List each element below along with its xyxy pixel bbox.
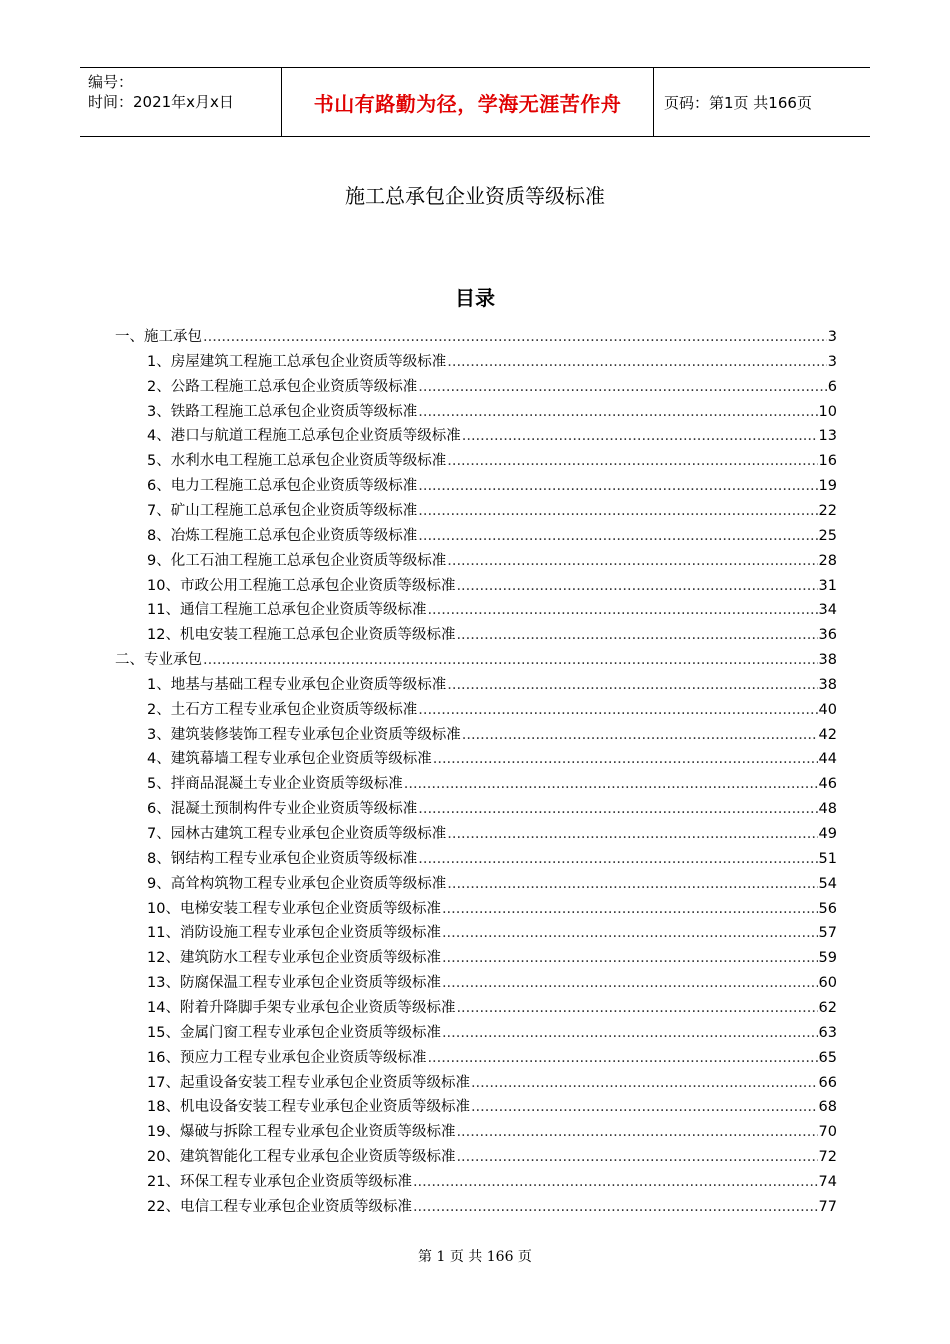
toc-entry-page: 19 (818, 478, 837, 495)
toc-leader-dots (442, 901, 818, 917)
toc-entry-page: 56 (818, 900, 837, 917)
toc-leader-dots (471, 1075, 818, 1091)
toc-entry-page: 13 (818, 428, 837, 445)
toc-entry-text: 19、爆破与拆除工程专业承包企业资质等级标准 (147, 1124, 456, 1141)
toc-entry-page: 70 (818, 1124, 837, 1141)
toc-entry-page: 51 (818, 850, 837, 867)
toc-entry-text: 1、地基与基础工程专业承包企业资质等级标准 (147, 676, 447, 693)
toc-entry-text: 12、机电安装工程施工总承包企业资质等级标准 (147, 627, 456, 644)
toc-entry-text: 22、电信工程专业承包企业资质等级标准 (147, 1198, 412, 1215)
toc-entry-page: 57 (818, 925, 837, 942)
toc-leader-dots (462, 727, 818, 743)
toc-section-entry[interactable] (115, 325, 837, 349)
toc-entry-text: 8、冶炼工程施工总承包企业资质等级标准 (147, 527, 418, 544)
toc-leader-dots (442, 950, 818, 966)
toc-entry-page: 74 (818, 1173, 837, 1190)
toc-leader-dots (442, 1025, 818, 1041)
toc-entry[interactable] (147, 449, 837, 473)
toc-entry[interactable] (147, 623, 837, 647)
toc-entry[interactable] (147, 598, 837, 622)
toc-entry[interactable] (147, 971, 837, 995)
toc-entry-text: 10、电梯安装工程专业承包企业资质等级标准 (147, 900, 441, 917)
toc-entry-page: 62 (818, 999, 837, 1016)
toc-leader-dots (418, 379, 827, 395)
toc-entry-text: 11、消防设施工程专业承包企业资质等级标准 (147, 925, 441, 942)
document-title: 施工总承包企业资质等级标准 (345, 184, 605, 208)
toc-entry-text: 2、公路工程施工总承包企业资质等级标准 (147, 378, 418, 395)
toc-entry-page: 40 (818, 701, 837, 718)
toc-entry-text: 9、化工石油工程施工总承包企业资质等级标准 (147, 552, 447, 569)
toc-entry[interactable] (147, 698, 837, 722)
toc-entry[interactable] (147, 747, 837, 771)
toc-entry[interactable] (147, 921, 837, 945)
toc-entry-page: 34 (818, 602, 837, 619)
toc-leader-dots (447, 826, 817, 842)
toc-entry[interactable] (147, 400, 837, 424)
toc-entry-text: 2、土石方工程专业承包企业资质等级标准 (147, 701, 418, 718)
toc-section-entry[interactable] (115, 648, 837, 672)
toc-entry-page: 3 (827, 353, 837, 370)
toc-entry-text: 9、高耸构筑物工程专业承包企业资质等级标准 (147, 875, 447, 892)
toc-entry[interactable] (147, 772, 837, 796)
toc-entry-page: 36 (818, 627, 837, 644)
toc-leader-dots (203, 652, 818, 668)
toc-entry-text: 3、建筑装修装饰工程专业承包企业资质等级标准 (147, 726, 461, 743)
toc-entry-text: 5、水利水电工程施工总承包企业资质等级标准 (147, 453, 447, 470)
toc-entry-text: 11、通信工程施工总承包企业资质等级标准 (147, 602, 427, 619)
toc-leader-dots (433, 751, 818, 767)
toc-leader-dots (447, 553, 817, 569)
toc-entry-page: 77 (818, 1198, 837, 1215)
toc-title: 目录 (455, 286, 495, 310)
toc-leader-dots (413, 1199, 818, 1215)
toc-leader-dots (404, 776, 818, 792)
toc-leader-dots (456, 578, 817, 594)
toc-entry-text: 21、环保工程专业承包企业资质等级标准 (147, 1173, 412, 1190)
toc-entry-page: 22 (818, 502, 837, 519)
toc-entry[interactable] (147, 1071, 837, 1095)
toc-leader-dots (471, 1099, 818, 1115)
header-meta (80, 68, 282, 136)
toc-leader-dots (447, 876, 817, 892)
toc-entry-text: 1、房屋建筑工程施工总承包企业资质等级标准 (147, 353, 447, 370)
toc-entry[interactable] (147, 1095, 837, 1119)
toc-entry-page: 38 (818, 676, 837, 693)
toc-entry-page: 31 (818, 577, 837, 594)
toc-entry-page: 68 (818, 1099, 837, 1116)
toc-entry-text: 13、防腐保温工程专业承包企业资质等级标准 (147, 975, 441, 992)
toc-entry[interactable] (147, 1021, 837, 1045)
toc-entry[interactable] (147, 474, 837, 498)
toc-entry-page: 60 (818, 975, 837, 992)
toc-entry[interactable] (147, 1120, 837, 1144)
page-header (80, 67, 870, 137)
toc-entry[interactable] (147, 673, 837, 697)
toc-entry-page: 10 (818, 403, 837, 420)
toc-entry-page: 72 (818, 1149, 837, 1166)
toc-leader-dots (418, 528, 817, 544)
toc-leader-dots (442, 975, 818, 991)
toc-entry-page: 38 (818, 652, 837, 669)
toc-entry-page: 66 (818, 1074, 837, 1091)
toc-entry[interactable] (147, 723, 837, 747)
toc-leader-dots (462, 428, 818, 444)
number-label: 编号： (88, 73, 134, 91)
toc-entry[interactable] (147, 499, 837, 523)
toc-entry-text: 二、专业承包 (115, 652, 202, 669)
toc-entry[interactable] (147, 574, 837, 598)
toc-entry[interactable] (147, 1145, 837, 1169)
toc-entry-text: 14、附着升降脚手架专业承包企业资质等级标准 (147, 999, 456, 1016)
toc-leader-dots (418, 503, 817, 519)
toc-entry[interactable] (147, 524, 837, 548)
toc-entry-text: 20、建筑智能化工程专业承包企业资质等级标准 (147, 1149, 456, 1166)
toc-entry-page: 25 (818, 527, 837, 544)
toc-entry[interactable] (147, 350, 837, 374)
toc-entry[interactable] (147, 797, 837, 821)
toc-entry-page: 6 (827, 378, 837, 395)
toc-entry-text: 12、建筑防水工程专业承包企业资质等级标准 (147, 950, 441, 967)
toc-leader-dots (447, 677, 817, 693)
toc-leader-dots (456, 1124, 817, 1140)
toc-leader-dots (447, 354, 827, 370)
toc-leader-dots (203, 329, 827, 345)
toc-entry-text: 16、预应力工程专业承包企业资质等级标准 (147, 1049, 427, 1066)
toc-entry[interactable] (147, 847, 837, 871)
toc-entry-page: 54 (818, 875, 837, 892)
toc-entry[interactable] (147, 1195, 837, 1219)
toc-entry-page: 46 (818, 776, 837, 793)
toc-entry[interactable] (147, 1046, 837, 1070)
page-footer: 第 1 页 共 166 页 (418, 1249, 532, 1265)
toc-entry-text: 8、钢结构工程专业承包企业资质等级标准 (147, 850, 418, 867)
toc-leader-dots (418, 851, 817, 867)
toc-entry-text: 4、港口与航道工程施工总承包企业资质等级标准 (147, 428, 461, 445)
toc-entry-text: 5、拌商品混凝土专业企业资质等级标准 (147, 776, 403, 793)
toc-entry-text: 3、铁路工程施工总承包企业资质等级标准 (147, 403, 418, 420)
toc-entry[interactable] (147, 897, 837, 921)
toc-leader-dots (418, 404, 817, 420)
toc-leader-dots (418, 702, 817, 718)
toc-entry-page: 49 (818, 826, 837, 842)
toc-entry-page: 48 (818, 801, 837, 818)
toc-entry-text: 6、电力工程施工总承包企业资质等级标准 (147, 478, 418, 495)
toc-leader-dots (413, 1174, 818, 1190)
toc-entry-page: 16 (818, 453, 837, 470)
header-page-info: 页码：第1页 共166页 (664, 93, 812, 112)
toc-entry-page: 59 (818, 950, 837, 967)
time-label: 时间：2021年x月x日 (88, 93, 234, 111)
toc-entry[interactable] (147, 549, 837, 573)
toc-leader-dots (418, 801, 817, 817)
toc-entry[interactable] (147, 1170, 837, 1194)
toc-leader-dots (456, 1000, 817, 1016)
toc-entry-text: 10、市政公用工程施工总承包企业资质等级标准 (147, 577, 456, 594)
toc-entry[interactable] (147, 424, 837, 448)
toc-entry-page: 3 (827, 329, 837, 345)
toc-leader-dots (418, 478, 817, 494)
toc-entry-page: 44 (818, 751, 837, 768)
toc-entry-text: 6、混凝土预制构件专业企业资质等级标准 (147, 801, 418, 818)
toc-entry[interactable] (147, 822, 837, 846)
toc-entry-text: 7、园林古建筑工程专业承包企业资质等级标准 (147, 826, 447, 842)
toc-entry-text: 18、机电设备安装工程专业承包企业资质等级标准 (147, 1099, 470, 1116)
toc-entry[interactable] (147, 946, 837, 970)
toc-entry-page: 65 (818, 1049, 837, 1066)
header-motto: 书山有路勤为径，学海无涯苦作舟 (282, 68, 654, 136)
toc-entry-page: 63 (818, 1024, 837, 1041)
toc-entry[interactable] (147, 375, 837, 399)
toc-entry-text: 17、起重设备安装工程专业承包企业资质等级标准 (147, 1074, 470, 1091)
toc-entry-page: 42 (818, 726, 837, 743)
toc-leader-dots (456, 1149, 817, 1165)
toc-entry-page: 28 (818, 552, 837, 569)
toc-entry[interactable] (147, 996, 837, 1020)
toc-leader-dots (456, 627, 817, 643)
toc-leader-dots (442, 925, 818, 941)
toc-entry-text: 一、施工承包 (115, 329, 202, 345)
toc-leader-dots (447, 453, 817, 469)
toc-entry-text: 4、建筑幕墙工程专业承包企业资质等级标准 (147, 751, 432, 768)
toc-entry-text: 15、金属门窗工程专业承包企业资质等级标准 (147, 1024, 441, 1041)
toc-leader-dots (427, 1050, 817, 1066)
toc-entry-text: 7、矿山工程施工总承包企业资质等级标准 (147, 502, 418, 519)
toc-leader-dots (427, 602, 817, 618)
toc-entry[interactable] (147, 872, 837, 896)
